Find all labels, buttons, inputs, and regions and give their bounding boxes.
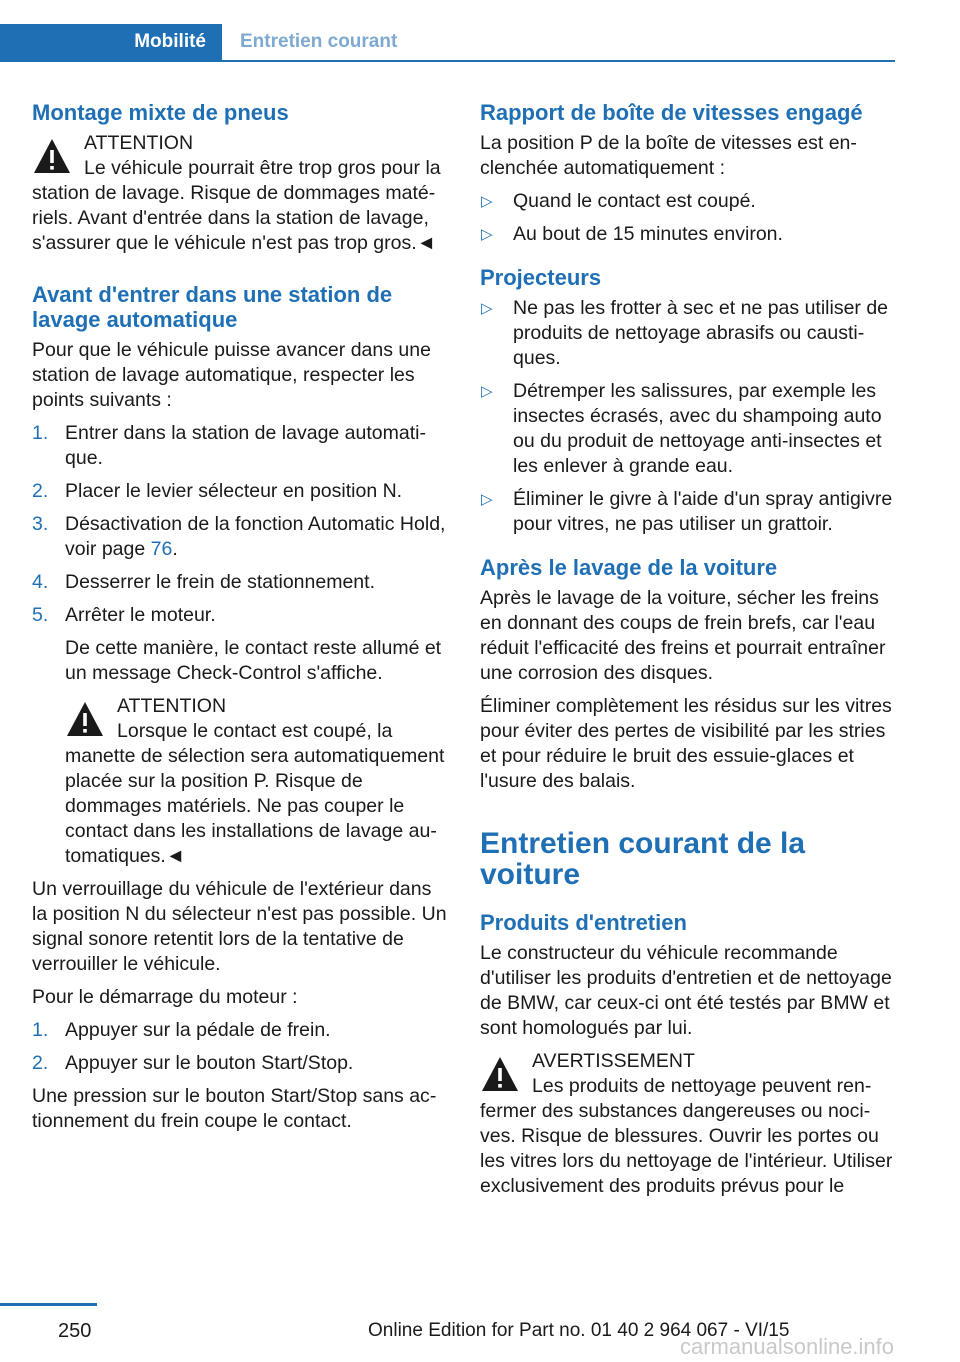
- step-note: De cette manière, le contact reste allumé et un message Check-Control s'affiche.: [65, 637, 442, 684]
- warning-heading: ATTENTION: [84, 132, 194, 154]
- list-number: 1.: [32, 1019, 49, 1041]
- bullet-list: [480, 189, 896, 247]
- triangle-bullet-icon: ▷: [481, 226, 493, 243]
- paragraph: Pour que le véhicule puisse avancer dans une station de lavage automatique, respecter les points suivants :: [32, 339, 431, 411]
- warning-triangle-icon: [480, 1055, 520, 1093]
- watermark: carmanualsonline.info: [680, 1334, 895, 1359]
- list-text: Ne pas les frotter à sec et ne pas utiliser de produits de nettoyage abrasifs ou caustiques.: [513, 297, 889, 369]
- list-text: Quand le contact est coupé.: [513, 190, 756, 212]
- triangle-bullet-icon: ▷: [481, 300, 493, 317]
- right-column: [480, 100, 896, 1207]
- heading-before-car-wash: Avant d'entrer dans une station de lavage automatique: [32, 282, 393, 332]
- list-item: [32, 570, 448, 595]
- warning-triangle-icon: [65, 700, 105, 738]
- left-column: [32, 100, 448, 1142]
- warning-block: [32, 131, 448, 256]
- paragraph: Un verrouillage du véhicule de l'extérieur dans la position N du sélecteur n'est pas possible. Un signal sonore retentit lors de la tentative de verrouiller le véhicule.: [32, 878, 447, 975]
- list-item: [480, 487, 896, 537]
- list-item: [32, 1018, 448, 1043]
- warning-heading: AVERTISSEMENT: [532, 1050, 695, 1072]
- numbered-list: [32, 421, 448, 628]
- list-text: Appuyer sur la pédale de frein.: [65, 1019, 331, 1041]
- list-number: 2.: [32, 1052, 49, 1074]
- paragraph: Pour le démarrage du moteur :: [32, 986, 298, 1008]
- warning-text: Le véhicule pourrait être trop gros pour la station de lavage. Risque de dommages matériels. Avant d'entrée dans la station de lavage, s'assurer que le véhicule n'est pas trop gros.◄: [32, 157, 441, 254]
- list-item: [32, 603, 448, 628]
- heading-gear-engaged: Rapport de boîte de vitesses engagé: [480, 100, 863, 125]
- list-text: Éliminer le givre à l'aide d'un spray antigivre pour vitres, ne pas utiliser un grattoir.: [513, 488, 893, 535]
- list-item: [480, 222, 896, 247]
- page-link[interactable]: 76: [150, 538, 173, 560]
- warning-block: [480, 1049, 896, 1199]
- list-item: [32, 1051, 448, 1076]
- list-number: 4.: [32, 571, 49, 593]
- page-header: [0, 0, 895, 62]
- list-text: Appuyer sur le bouton Start/Stop.: [65, 1052, 354, 1074]
- list-text: Détremper les salissures, par exemple les insectes écrasés, avec du shampoing auto ou du produit de nettoyage anti-insectes et les enlever à grande eau.: [513, 380, 882, 477]
- heading-after-wash: Après le lavage de la voiture: [480, 555, 778, 580]
- bullet-list: [480, 296, 896, 537]
- paragraph: Le constructeur du véhicule recommande d'utiliser les produits d'entretien et de nettoyage de BMW, car ceux-ci ont été testés par BMW et sont homologués par lui.: [480, 942, 892, 1039]
- warning-block: [65, 694, 448, 869]
- list-text: Placer le levier sélecteur en position N.: [65, 480, 403, 502]
- section-title-car-care: Entretien courant de la voiture: [480, 827, 806, 891]
- paragraph: Éliminer complètement les résidus sur les vitres pour éviter des pertes de visibilité par les stries et pour réduire le bruit des essuie-glaces et l'usure des balais.: [480, 695, 892, 792]
- page-number: 250: [58, 1320, 92, 1342]
- list-item: [32, 421, 448, 471]
- list-text: Désactivation de la fonction Automatic Hold, voir page: [65, 513, 446, 560]
- list-text: Desserrer le frein de stationnement.: [65, 571, 375, 593]
- list-item: [480, 296, 896, 371]
- paragraph: La position P de la boîte de vitesses est enclenchée automatiquement :: [480, 132, 857, 179]
- warning-heading: ATTENTION: [117, 695, 227, 717]
- warning-text: Les produits de nettoyage peuvent renfermer des substances dangereuses ou nocives. Risque de blessures. Ouvrir les portes ou les vitres lors du nettoyage de l'intérieur. Utiliser exclusivement des produits prévus pour le: [480, 1075, 893, 1197]
- paragraph: Après le lavage de la voiture, sécher les freins en donnant des coups de frein brefs, car l'eau réduit l'efficacité des freins et pourrait entraîner une corrosion des disques.: [480, 587, 886, 684]
- header-rule: [0, 60, 895, 62]
- list-item: [32, 512, 448, 562]
- heading-care-products: Produits d'entretien: [480, 910, 687, 935]
- list-number: 2.: [32, 480, 49, 502]
- tab-entretien-courant[interactable]: Entretien courant: [240, 31, 398, 52]
- footer-rule: [0, 1303, 97, 1306]
- numbered-list: [32, 1018, 448, 1076]
- list-item: [480, 189, 896, 214]
- warning-triangle-icon: [32, 137, 72, 175]
- list-number: 5.: [32, 604, 49, 626]
- edition-note: Online Edition for Part no. 01 40 2 964 067 - VI/15: [368, 1320, 790, 1341]
- list-item: [32, 479, 448, 504]
- list-text: Au bout de 15 minutes environ.: [513, 223, 783, 245]
- heading-mixed-tires: Montage mixte de pneus: [32, 100, 289, 125]
- warning-text: Lorsque le contact est coupé, la manette de sélection sera automatiquement placée sur la position P. Risque de dommages matériels. Ne pas couper le contact dans les installations de lavage automatiques.◄: [65, 720, 445, 867]
- list-item: [480, 379, 896, 479]
- triangle-bullet-icon: ▷: [481, 193, 493, 210]
- paragraph: Une pression sur le bouton Start/Stop sans actionnement du frein coupe le contact.: [32, 1085, 437, 1132]
- triangle-bullet-icon: ▷: [481, 383, 493, 400]
- heading-headlights: Projecteurs: [480, 265, 602, 290]
- list-text: .: [172, 538, 178, 560]
- list-number: 3.: [32, 513, 49, 535]
- triangle-bullet-icon: ▷: [481, 491, 493, 508]
- list-number: 1.: [32, 422, 49, 444]
- list-text: Entrer dans la station de lavage automatique.: [65, 422, 426, 469]
- list-text: Arrêter le moteur.: [65, 604, 216, 626]
- tab-mobilite[interactable]: Mobilité: [0, 24, 222, 60]
